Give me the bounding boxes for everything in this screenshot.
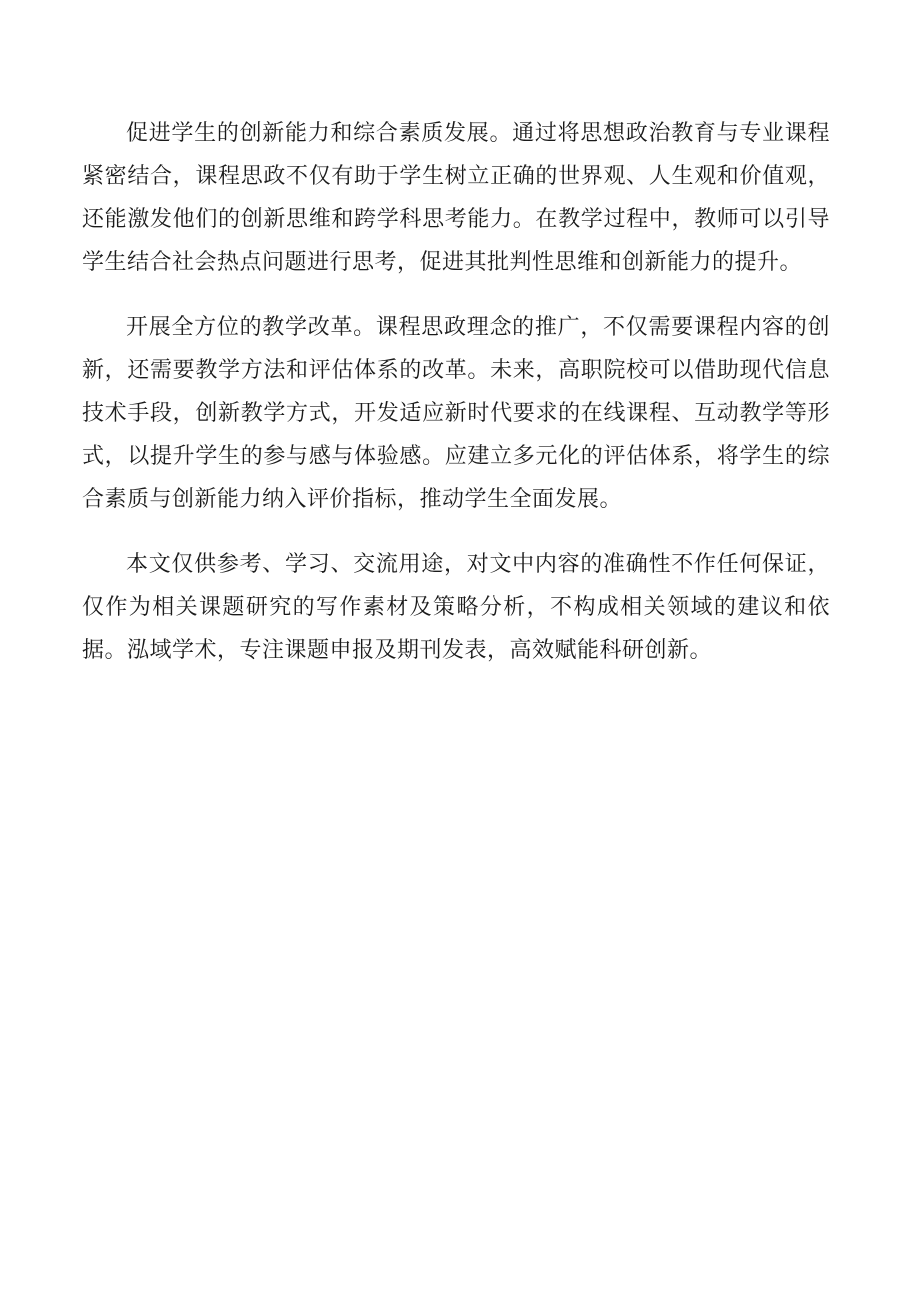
paragraph-teaching-reform: 开展全方位的教学改革。课程思政理念的推广，不仅需要课程内容的创新，还需要教学方法和评估体系的改革。未来，高职院校可以借助现代信息技术手段，创新教学方式，开发适应新时代要求的在线课程、互动教学等形式，以提升学生的参与感与体验感。应建立多元化的评估体系，将学生的综合素质与创新能力纳入评价指标，推动学生全面发展。 <box>82 315 830 512</box>
paragraph-disclaimer: 本文仅供参考、学习、交流用途，对文中内容的准确性不作任何保证，仅作为相关课题研究的写作素材及策略分析，不构成相关领域的建议和依据。泓域学术，专注课题申报及期刊发表，高效赋能科研创新。 <box>82 552 830 663</box>
document-body <box>82 112 830 694</box>
paragraph-innovation: 促进学生的创新能力和综合素质发展。通过将思想政治教育与专业课程紧密结合，课程思政不仅有助于学生树立正确的世界观、人生观和价值观，还能激发他们的创新思维和跨学科思考能力。在教学过程中，教师可以引导学生结合社会热点问题进行思考，促进其批判性思维和创新能力的提升。 <box>82 121 830 275</box>
